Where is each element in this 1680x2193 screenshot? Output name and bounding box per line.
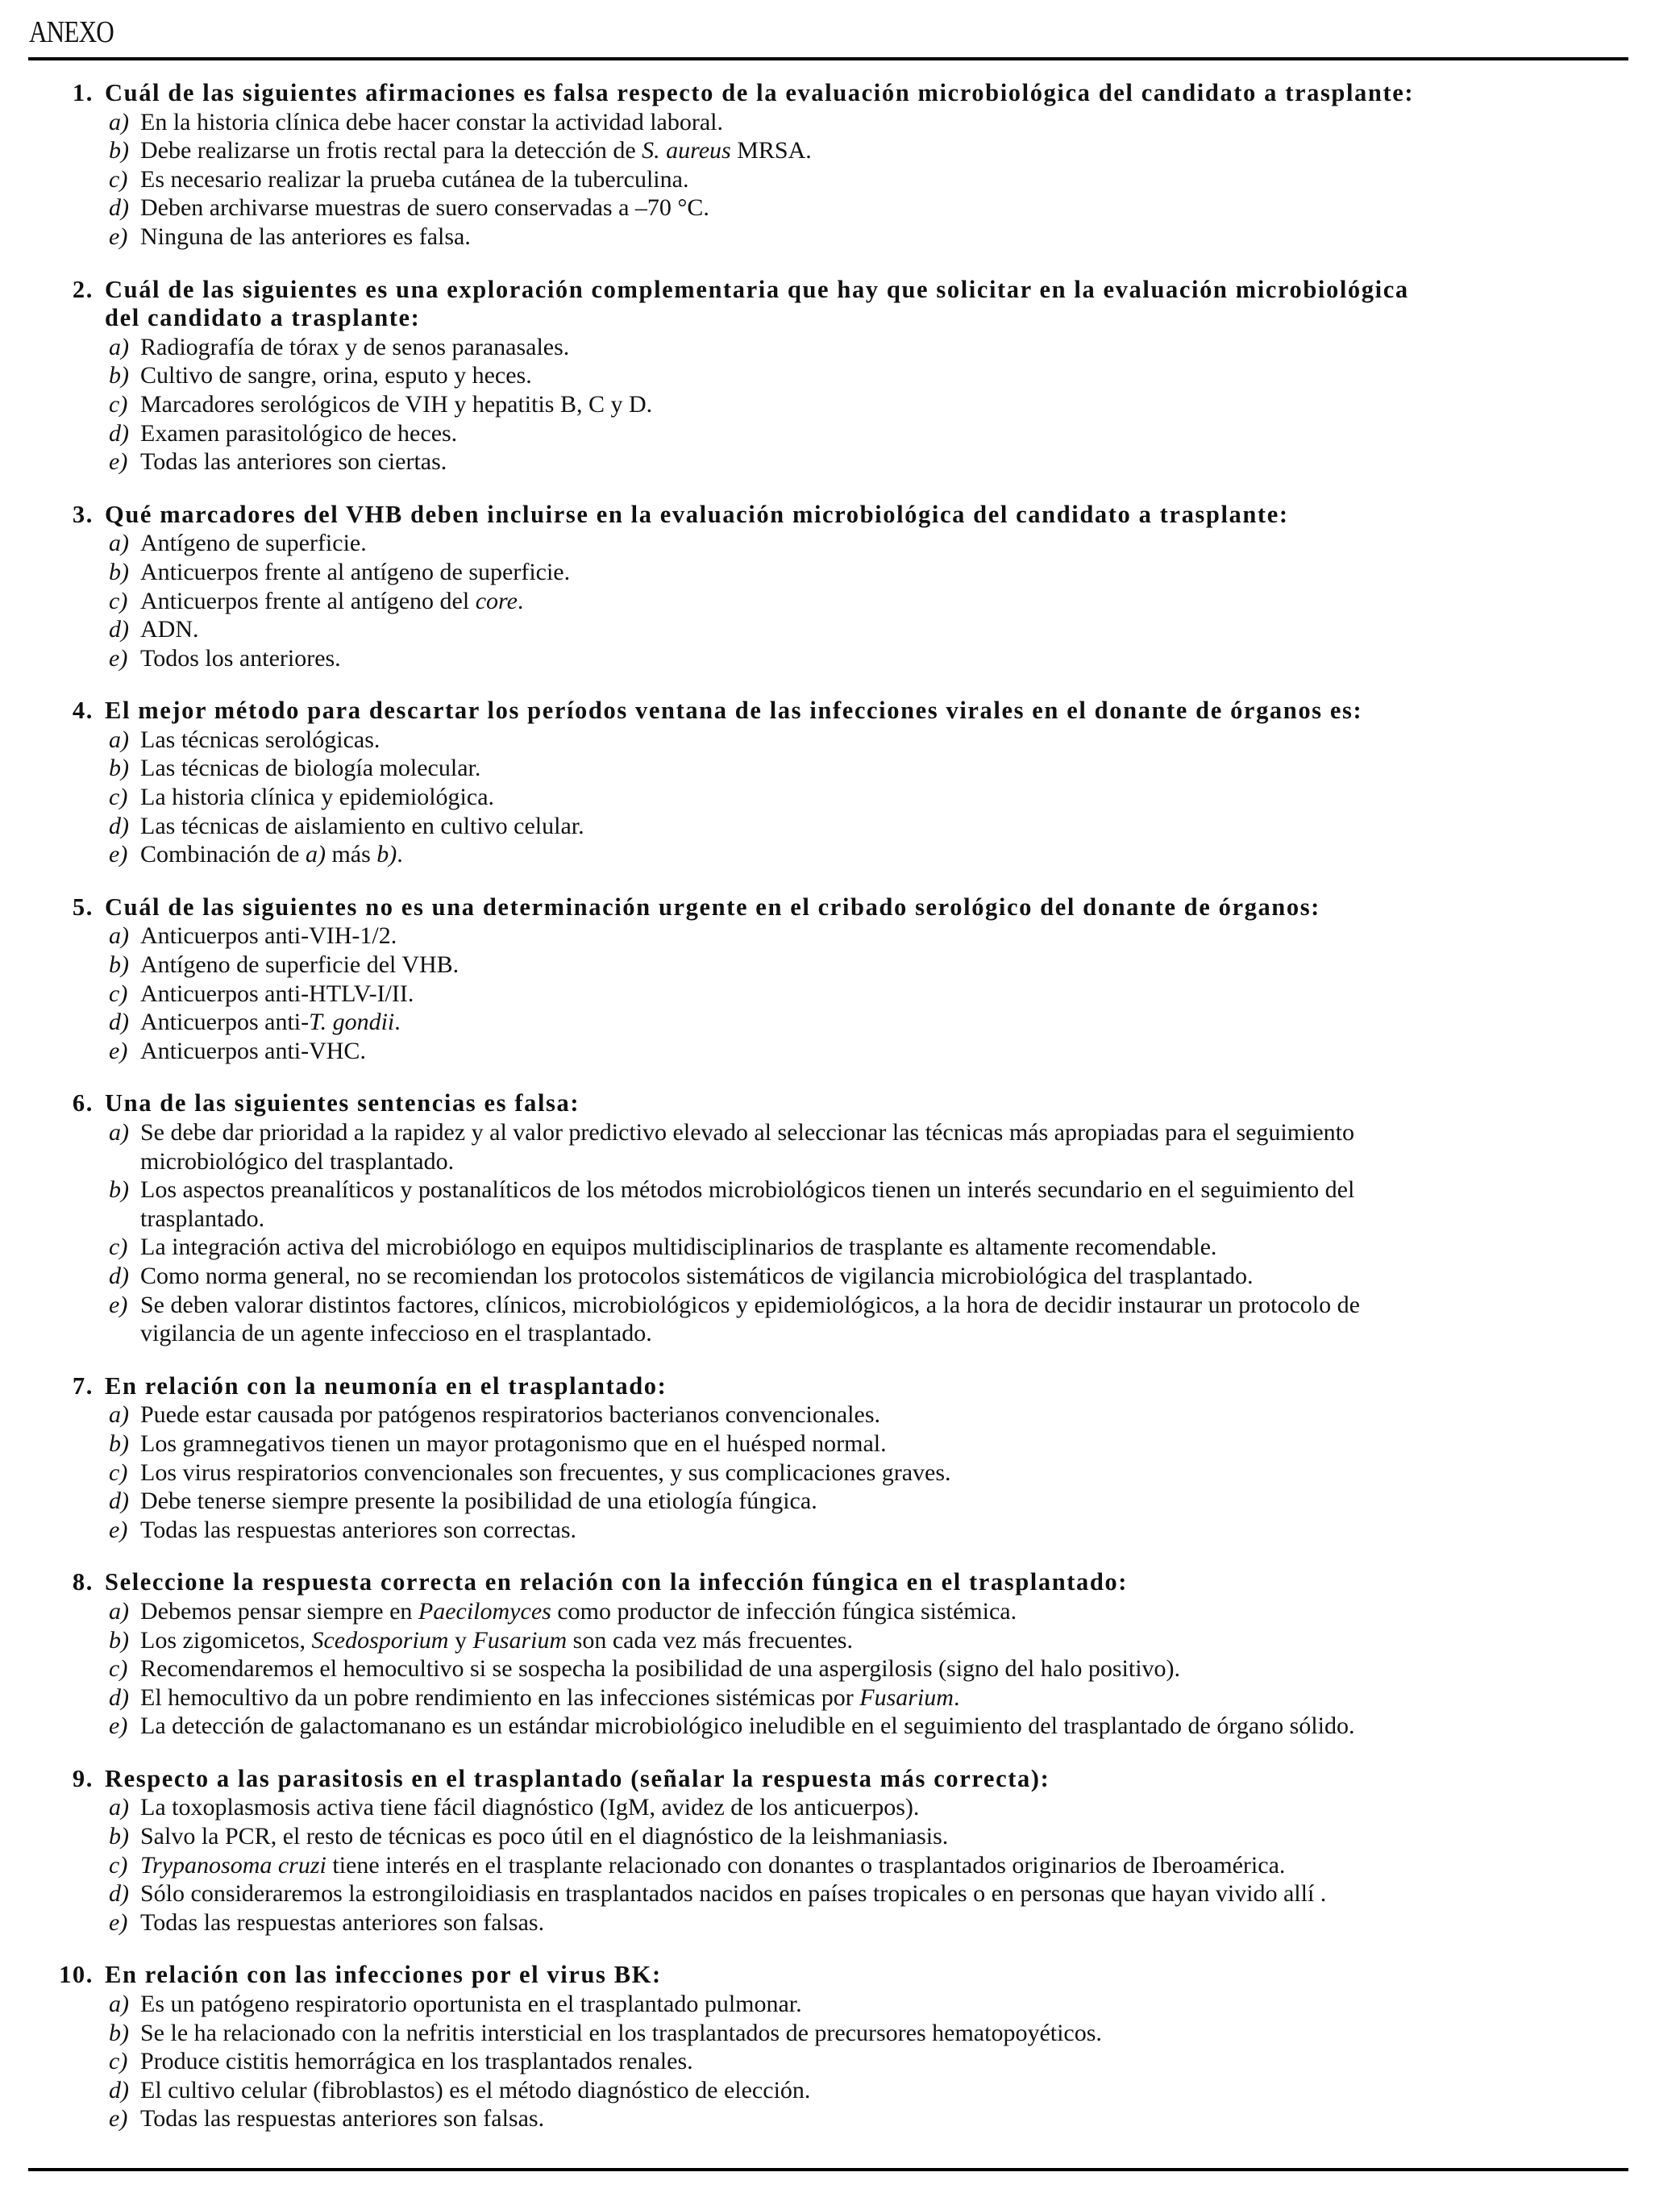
answer-option: a) Puede estar causada por patógenos respiratorios bacterianos convencionales. bbox=[109, 1401, 880, 1429]
option-letter: d) bbox=[109, 616, 129, 643]
question-text: 10. En relación con las infecciones por el virus BK: bbox=[0, 1961, 1680, 1990]
answer-option: d) Examen parasitológico de heces. bbox=[109, 419, 458, 447]
answer-option: e) La detección de galactomanano es un estándar microbiológico ineludible en el seguimiento del trasplantado de órgano sólido. bbox=[109, 1712, 1355, 1740]
answer-option: e) Anticuerpos anti-VHC. bbox=[109, 1037, 366, 1064]
answer-option: c) La integración activa del microbiólogo en equipos multidisciplinarios de trasplante es altamente recomendable. bbox=[109, 1234, 1217, 1261]
option-letter: c) bbox=[109, 165, 128, 193]
question-text: 1. Cuál de las siguientes afirmaciones es falsa respecto de la evaluación microbiológica del candidato a trasplante: bbox=[0, 79, 1680, 108]
option-letter: c) bbox=[109, 784, 128, 811]
answer-option: a) Anticuerpos anti-VIH-1/2. bbox=[109, 922, 397, 950]
question bbox=[0, 1961, 1680, 2133]
answer-option: c) Los virus respiratorios convencionales son frecuentes, y sus complicaciones graves. bbox=[109, 1459, 951, 1486]
option-letter: c) bbox=[109, 1459, 128, 1486]
italic-term: b) bbox=[376, 841, 397, 868]
answer-option: vigilancia de un agente infeccioso en el trasplantado. bbox=[140, 1320, 652, 1347]
answer-option: a) Radiografía de tórax y de senos paranasales. bbox=[109, 333, 570, 360]
option-letter: c) bbox=[109, 390, 128, 418]
question bbox=[0, 1372, 1680, 1545]
option-letter: c) bbox=[109, 1851, 128, 1879]
italic-term: S. aureus bbox=[642, 137, 731, 164]
option-letter: e) bbox=[109, 1908, 128, 1936]
answer-option: a) En la historia clínica debe hacer constar la actividad laboral. bbox=[109, 108, 724, 135]
option-letter: c) bbox=[109, 1234, 128, 1261]
question-number: 7. bbox=[72, 1371, 94, 1400]
option-letter: c) bbox=[109, 1655, 128, 1683]
answer-option: d) ADN. bbox=[109, 616, 199, 643]
answer-option: d) Sólo consideraremos la estrongiloidiasis en trasplantados nacidos en países tropicales o en personas que hayan vivido allí . bbox=[109, 1880, 1327, 1908]
option-letter: e) bbox=[109, 1712, 128, 1740]
option-letter: b) bbox=[109, 2019, 129, 2046]
italic-term: Trypanosoma cruzi bbox=[140, 1851, 326, 1879]
answer-option: a) Se debe dar prioridad a la rapidez y al valor predictivo elevado al seleccionar las técnicas más apropiadas para el seguimiento bbox=[109, 1119, 1355, 1146]
answer-option: e) Ninguna de las anteriores es falsa. bbox=[109, 223, 471, 250]
question-number: 9. bbox=[72, 1764, 94, 1792]
option-letter: e) bbox=[109, 1291, 128, 1318]
question-text: 9. Respecto a las parasitosis en el trasplantado (señalar la respuesta más correcta): bbox=[0, 1765, 1680, 1794]
answer-option: e) Todas las anteriores son ciertas. bbox=[109, 448, 447, 476]
option-letter: d) bbox=[109, 2076, 129, 2104]
answer-option: d) El hemocultivo da un pobre rendimiento en las infecciones sistémicas por Fusarium. bbox=[109, 1683, 960, 1711]
option-letter: b) bbox=[109, 1823, 129, 1850]
question-text: 8. Seleccione la respuesta correcta en relación con la infección fúngica en el trasplantado: bbox=[0, 1568, 1680, 1597]
answer-option: c) Produce cistitis hemorrágica en los trasplantados renales. bbox=[109, 2048, 693, 2075]
answer-option: c) Recomendaremos el hemocultivo si se sospecha la posibilidad de una aspergilosis (signo del halo positivo). bbox=[109, 1655, 1181, 1683]
answer-option: b) Los aspectos preanalíticos y postanalíticos de los métodos microbiológicos tienen un interés secundario en el seguimiento del bbox=[109, 1176, 1355, 1204]
question-text: 5. Cuál de las siguientes no es una determinación urgente en el cribado serológico del donante de órganos: bbox=[0, 893, 1680, 922]
option-letter: b) bbox=[109, 137, 129, 164]
answer-option: b) Debe realizarse un frotis rectal para la detección de S. aureus MRSA. bbox=[109, 137, 812, 164]
answer-option: e) Se deben valorar distintos factores, clínicos, microbiológicos y epidemiológicos, a la hora de decidir instaurar un protocolo de bbox=[109, 1291, 1360, 1318]
option-letter: b) bbox=[109, 755, 129, 782]
option-letter: c) bbox=[109, 980, 128, 1007]
question-text: 2. Cuál de las siguientes es una exploración complementaria que hay que solicitar en la evaluación microbiológica bbox=[0, 276, 1680, 305]
option-letter: b) bbox=[109, 1176, 129, 1204]
option-letter: b) bbox=[109, 951, 129, 979]
option-letter: a) bbox=[109, 108, 129, 135]
answer-option: d) Las técnicas de aislamiento en cultivo celular. bbox=[109, 812, 584, 839]
question-number: 1. bbox=[72, 79, 94, 106]
option-letter: a) bbox=[109, 1119, 129, 1146]
question-text: 3. Qué marcadores del VHB deben incluirse en la evaluación microbiológica del candidato a trasplante: bbox=[0, 501, 1680, 530]
question-number: 2. bbox=[72, 275, 94, 303]
italic-term: Paecilomyces bbox=[418, 1597, 551, 1625]
option-letter: b) bbox=[109, 558, 129, 585]
answer-option: b) Cultivo de sangre, orina, esputo y heces. bbox=[109, 362, 532, 389]
option-letter: b) bbox=[109, 362, 129, 389]
answer-option: c) Anticuerpos frente al antígeno del core. bbox=[109, 587, 524, 614]
question bbox=[0, 1765, 1680, 1937]
question-number: 3. bbox=[72, 500, 94, 528]
question-text: 4. El mejor método para descartar los períodos ventana de las infecciones virales en el donante de órganos es: bbox=[0, 697, 1680, 726]
answer-option: e) Todas las respuestas anteriores son falsas. bbox=[109, 2105, 545, 2133]
answer-option: a) Es un patógeno respiratorio oportunista en el trasplantado pulmonar. bbox=[109, 1991, 802, 2018]
option-letter: a) bbox=[109, 530, 129, 557]
option-letter: b) bbox=[109, 1429, 129, 1457]
answer-option: a) Debemos pensar siempre en Paecilomyces como productor de infección fúngica sistémica. bbox=[109, 1597, 1017, 1625]
question bbox=[0, 697, 1680, 869]
answer-option: e) Todas las respuestas anteriores son correctas. bbox=[109, 1516, 577, 1543]
answer-option: e) Todos los anteriores. bbox=[109, 644, 341, 672]
option-letter: e) bbox=[109, 644, 128, 672]
option-letter: e) bbox=[109, 223, 128, 250]
answer-option: c) Marcadores serológicos de VIH y hepatitis B, C y D. bbox=[109, 390, 653, 418]
option-letter: b) bbox=[109, 1626, 129, 1654]
top-rule bbox=[28, 57, 1628, 60]
answer-option: b) Se le ha relacionado con la nefritis intersticial en los trasplantados de precursores hematopoyéticos. bbox=[109, 2019, 1102, 2046]
question-text: 6. Una de las siguientes sentencias es falsa: bbox=[0, 1089, 1680, 1118]
section-title: ANEXO bbox=[29, 15, 114, 49]
option-letter: e) bbox=[109, 1516, 128, 1543]
option-letter: d) bbox=[109, 812, 129, 839]
question bbox=[0, 501, 1680, 673]
answer-option: c) Trypanosoma cruzi tiene interés en el trasplante relacionado con donantes o trasplantados originarios de Iberoamérica. bbox=[109, 1851, 1286, 1879]
answer-option: c) Anticuerpos anti-HTLV-I/II. bbox=[109, 980, 414, 1007]
option-letter: a) bbox=[109, 1794, 129, 1821]
question-text: del candidato a trasplante: bbox=[105, 304, 421, 332]
answer-option: d) Anticuerpos anti-T. gondii. bbox=[109, 1009, 401, 1036]
answer-option: b) Salvo la PCR, el resto de técnicas es poco útil en el diagnóstico de la leishmaniasis. bbox=[109, 1823, 949, 1850]
answer-option: b) Las técnicas de biología molecular. bbox=[109, 755, 481, 782]
option-letter: e) bbox=[109, 841, 128, 868]
question-text: 7. En relación con la neumonía en el trasplantado: bbox=[0, 1372, 1680, 1401]
question bbox=[0, 276, 1680, 476]
answer-option: microbiológico del trasplantado. bbox=[140, 1147, 455, 1175]
option-letter: a) bbox=[109, 922, 129, 950]
answer-option: b) Los zigomicetos, Scedosporium y Fusarium son cada vez más frecuentes. bbox=[109, 1626, 853, 1654]
answer-option: b) Los gramnegativos tienen un mayor protagonismo que en el huésped normal. bbox=[109, 1429, 887, 1457]
option-letter: a) bbox=[109, 333, 129, 360]
option-letter: a) bbox=[109, 1991, 129, 2018]
answer-option: b) Antígeno de superficie del VHB. bbox=[109, 951, 460, 979]
option-letter: c) bbox=[109, 2048, 128, 2075]
answer-option: a) La toxoplasmosis activa tiene fácil diagnóstico (IgM, avidez de los anticuerpos). bbox=[109, 1794, 920, 1821]
answer-option: b) Anticuerpos frente al antígeno de superficie. bbox=[109, 558, 571, 585]
option-letter: d) bbox=[109, 419, 129, 447]
question bbox=[0, 1568, 1680, 1741]
question-list bbox=[0, 79, 1680, 2158]
option-letter: e) bbox=[109, 448, 128, 476]
option-letter: d) bbox=[109, 194, 129, 222]
answer-option: a) Antígeno de superficie. bbox=[109, 530, 367, 557]
answer-option: trasplantado. bbox=[140, 1205, 265, 1232]
answer-option: d) Debe tenerse siempre presente la posibilidad de una etiología fúngica. bbox=[109, 1488, 817, 1515]
answer-option: d) El cultivo celular (fibroblastos) es el método diagnóstico de elección. bbox=[109, 2076, 811, 2104]
answer-option: c) La historia clínica y epidemiológica. bbox=[109, 784, 495, 811]
option-letter: d) bbox=[109, 1262, 129, 1289]
question-number: 10. bbox=[59, 1961, 94, 1989]
option-letter: a) bbox=[109, 726, 129, 753]
option-letter: d) bbox=[109, 1880, 129, 1908]
question bbox=[0, 1089, 1680, 1347]
option-letter: a) bbox=[109, 1597, 129, 1625]
option-letter: d) bbox=[109, 1009, 129, 1036]
answer-option: d) Deben archivarse muestras de suero conservadas a –70 °C. bbox=[109, 194, 709, 222]
answer-option: e) Todas las respuestas anteriores son falsas. bbox=[109, 1908, 545, 1936]
question-number: 4. bbox=[72, 697, 94, 725]
question bbox=[0, 79, 1680, 252]
option-letter: d) bbox=[109, 1683, 129, 1711]
question-number: 6. bbox=[72, 1089, 94, 1117]
question-number: 5. bbox=[72, 893, 94, 921]
answer-option: d) Como norma general, no se recomiendan los protocolos sistemáticos de vigilancia microbiológica del trasplantado. bbox=[109, 1262, 1254, 1289]
italic-term: Fusarium bbox=[859, 1683, 954, 1711]
option-letter: d) bbox=[109, 1488, 129, 1515]
question bbox=[0, 893, 1680, 1066]
option-letter: e) bbox=[109, 2105, 128, 2133]
italic-term: a) bbox=[305, 841, 326, 868]
option-letter: e) bbox=[109, 1037, 128, 1064]
answer-option: c) Es necesario realizar la prueba cutánea de la tuberculina. bbox=[109, 165, 689, 193]
option-letter: a) bbox=[109, 1401, 129, 1429]
bottom-rule bbox=[28, 2168, 1628, 2171]
italic-term: Scedosporium bbox=[311, 1626, 449, 1654]
italic-term: T. gondii bbox=[309, 1009, 395, 1036]
question-number: 8. bbox=[72, 1568, 94, 1596]
answer-option: a) Las técnicas serológicas. bbox=[109, 726, 380, 753]
italic-term: core bbox=[475, 587, 518, 614]
answer-option: e) Combinación de a) más b). bbox=[109, 841, 403, 868]
option-letter: c) bbox=[109, 587, 128, 614]
italic-term: Fusarium bbox=[472, 1626, 568, 1654]
